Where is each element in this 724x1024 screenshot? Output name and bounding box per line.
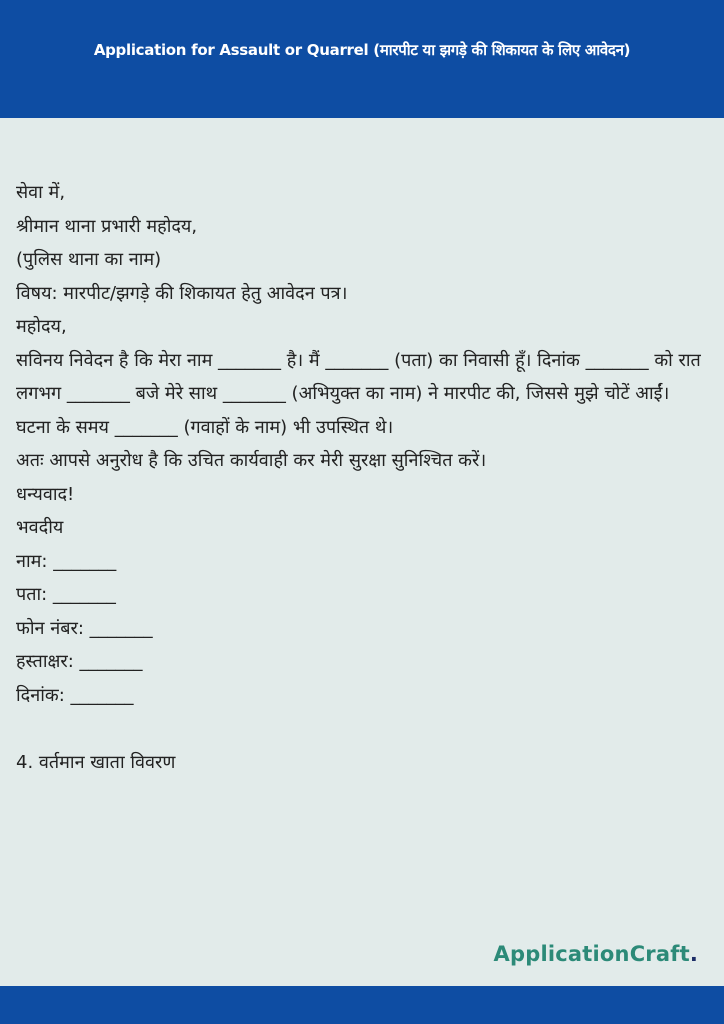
header-bar [0, 0, 724, 118]
brand-logo [494, 942, 698, 966]
brand-dot: . [689, 942, 698, 966]
salutation-to: सेवा में, [16, 182, 66, 203]
letter-body [16, 176, 708, 779]
body-paragraph: सविनय निवेदन है कि मेरा नाम _______ है। मैं _______ (पता) का निवासी हूँ। दिनांक _______ को रात लगभग _______ बजे मेरे साथ _______ (अभियुक्त का नाम) ने मारपीट की, जिससे मुझे चोटें आईं। घटना के समय _______ (गवाहों के नाम) भी उपस्थित थे। [16, 349, 701, 438]
spacer [16, 712, 708, 746]
thanks-line: धन्यवाद! [16, 483, 75, 505]
subject-line: विषय: मारपीट/झगड़े की शिकायत हेतु आवेदन पत्र। [16, 282, 348, 304]
request-line: अतः आपसे अनुरोध है कि उचित कार्यवाही कर मेरी सुरक्षा सुनिश्चित करें। [16, 450, 487, 471]
date-field-line: दिनांक: _______ [16, 684, 134, 706]
police-station-name: (पुलिस थाना का नाम) [16, 249, 162, 270]
addressee: श्रीमान थाना प्रभारी महोदय, [16, 215, 198, 237]
signature-field-line: हस्ताक्षर: _______ [16, 651, 143, 672]
address-field-line: पता: _______ [16, 584, 116, 605]
name-field-line: नाम: _______ [16, 550, 117, 572]
salutation: महोदय, [16, 316, 67, 337]
closing-line: भवदीय [16, 517, 64, 538]
page-title: Application for Assault or Quarrel (मारपीट या झगड़े की शिकायत के लिए आवेदन) [93, 41, 631, 59]
phone-field-line: फोन नंबर: _______ [16, 617, 153, 639]
brand-name: ApplicationCraft [493, 942, 690, 966]
footer-bar [0, 986, 724, 1024]
section-heading: 4. वर्तमान खाता विवरण [16, 751, 176, 773]
